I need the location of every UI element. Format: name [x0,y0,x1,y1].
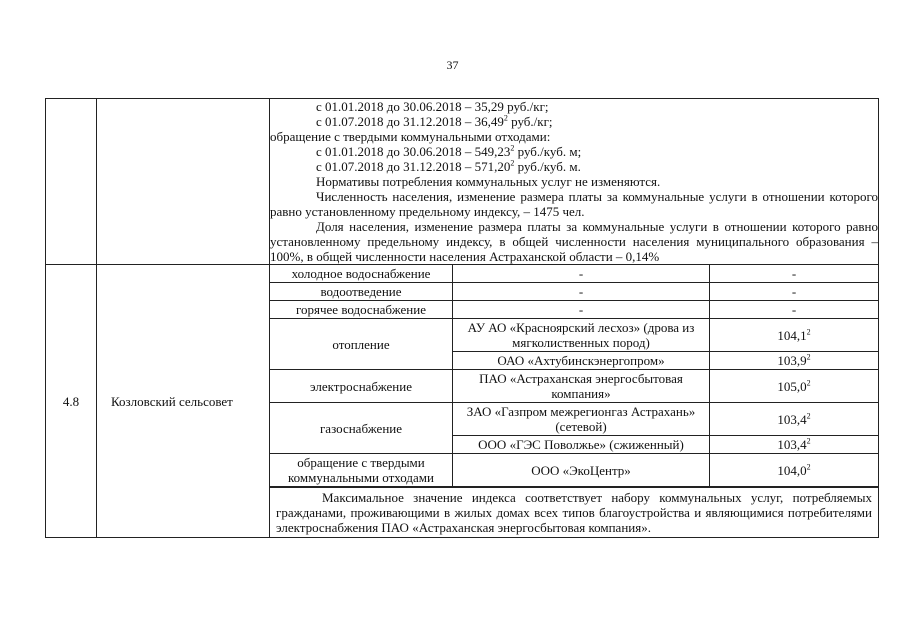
provider-name: - [453,301,710,319]
share-paragraph: Доля населения, изменение размера платы за коммунальные услуги в отношении которого равно установленному предельному индексу, в общей численности населения муниципального образования – 100%, в общей численности населения Астраханской области – 0,14% [270,219,878,264]
provider-name: ООО «ГЭС Поволжье» (сжиженный) [453,436,710,454]
price-line-3: с 01.01.2018 до 30.06.2018 – 549,23$^2$ руб./куб. м; [316,143,582,159]
service-name: холодное водоснабжение [270,265,453,283]
service-row [270,283,878,301]
provider-name: ООО «ЭкоЦентр» [453,454,710,487]
service-row [270,301,878,319]
price-line-1: с 01.01.2018 до 30.06.2018 – 35,29 руб./кг; [316,99,549,114]
index-value: 103,4$^2$ [710,436,879,454]
service-name: обращение с твердыми коммунальными отходами [270,454,453,487]
note-text: Максимальное значение индекса соответствует набору коммунальных услуг, потребляемых гражданами, проживающими в жилых домах всех типов благоустройства и являющимися потребителями электроснабжения ПАО «Астраханская энергосбытовая компания». [276,490,872,535]
provider-name: - [453,265,710,283]
settlement-name: Козловский сельсовет [97,265,270,538]
index-value: 104,0$^2$ [710,454,879,487]
provider-name: ОАО «Ахтубинскэнергопром» [453,352,710,370]
provider-name: ПАО «Астраханская энергосбытовая компания» [453,370,710,403]
service-row [270,454,878,487]
provider-name: - [453,283,710,301]
index-value: 103,9$^2$ [710,352,879,370]
index-value: 104,1$^2$ [710,319,879,352]
index-value: - [710,265,879,283]
service-name: газоснабжение [270,403,453,454]
row-number-cell [46,99,97,265]
waste-heading: обращение с твердыми коммунальными отходами: [270,129,551,144]
previous-row-text [270,99,879,265]
provider-name: АУ АО «Красноярский лесхоз» (дрова из мягколиственных пород) [453,319,710,352]
row-number: 4.8 [46,265,97,538]
service-row [270,403,878,436]
service-name: горячее водоснабжение [270,301,453,319]
index-value: - [710,301,879,319]
price-line-2: с 01.07.2018 до 31.12.2018 – 36,49$^2$ руб./кг; [316,113,553,129]
service-name: водоотведение [270,283,453,301]
service-row [270,265,878,283]
index-value: - [710,283,879,301]
row-name-cell [97,99,270,265]
services-table [270,265,878,487]
population-paragraph: Численность населения, изменение размера платы за коммунальные услуги в отношении которого равно установленному предельному индексу, – 1475 чел. [270,189,878,219]
service-name: отопление [270,319,453,370]
table-row-previous [46,99,879,265]
page-number: 37 [446,58,459,72]
service-row [270,370,878,403]
max-index-note [270,487,878,537]
provider-name: ЗАО «Газпром межрегионгаз Астрахань» (сетевой) [453,403,710,436]
tariff-table [45,98,879,538]
service-row [270,319,878,352]
services-cell [270,265,879,538]
index-value: 103,4$^2$ [710,403,879,436]
index-value: 105,0$^2$ [710,370,879,403]
table-row-kozlovsky [46,265,879,538]
price-line-4: с 01.07.2018 до 31.12.2018 – 571,20$^2$ руб./куб. м. [316,158,581,174]
service-name: электроснабжение [270,370,453,403]
norms-paragraph: Нормативы потребления коммунальных услуг не изменяются. [316,174,661,189]
